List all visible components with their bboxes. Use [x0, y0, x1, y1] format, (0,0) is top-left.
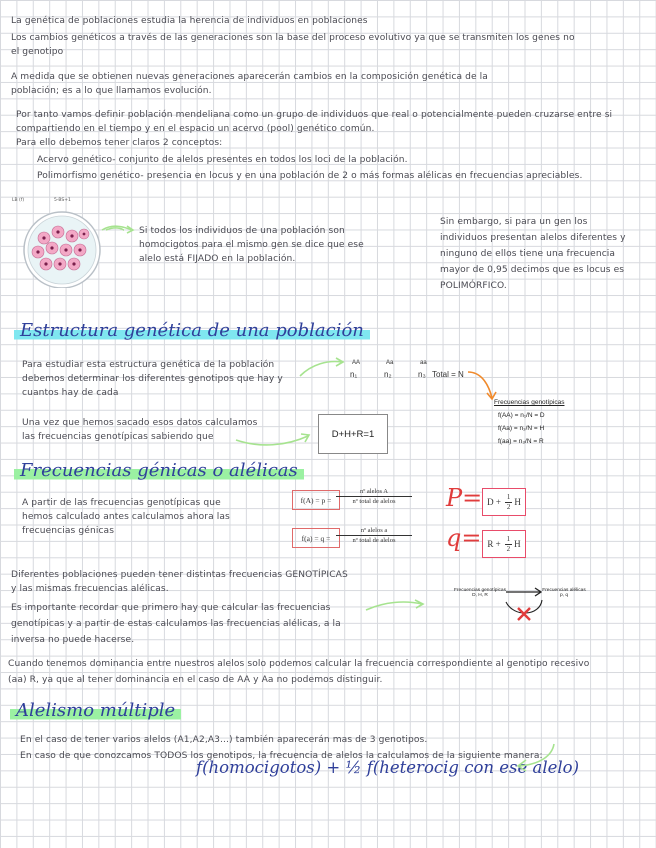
fA-numerator: nº alelos A [336, 488, 412, 497]
intro-paragraph-1 [11, 14, 368, 28]
allelic-line: Es importante recordar que primero hay que calcular las frecuencias [11, 603, 331, 613]
allelic-paragraph-2 [11, 568, 348, 596]
section-heading-multiple-allelism: Alelismo múltiple [10, 700, 181, 722]
poly-line: ninguno de ellos tiene una frecuencia [440, 249, 616, 259]
genotypic-frequencies-block [494, 399, 564, 445]
fa-numerator: nº alelos a [336, 527, 412, 536]
allelic-line: y las mismas frecuencias alélicas. [11, 584, 169, 594]
arrow-to-formula [512, 740, 558, 776]
multiple-line: En caso de que conozcamos TODOS los genotipos, la frecuencia de alelos la calculamos de la siguiente manera: [20, 751, 543, 761]
poly-line: POLIMÓRFICO. [440, 281, 507, 291]
intro-line: compartiendo en el tiempo y en el espacio un acervo (pool) genético común. [16, 124, 375, 134]
structure-line: Una vez que hemos sacado esos datos calculamos [22, 418, 258, 428]
allelic-line: A partir de las frecuencias genotípicas que [22, 498, 221, 508]
allelic-paragraph-3 [11, 600, 341, 648]
flow-genotypic [454, 588, 506, 598]
freq-line: f(Aa) = n₂/N = H [498, 425, 545, 432]
half-denominator: 2 [506, 502, 511, 511]
q-half-fraction [505, 535, 513, 554]
half-numerator: 1 [506, 534, 511, 543]
allelic-line: inversa no puede hacerse. [11, 635, 135, 645]
genotype-n1: n₁ [350, 370, 358, 379]
polymorphic-text [440, 214, 626, 294]
intro-line: Para ello debemos tener claros 2 conceptos: [16, 138, 223, 148]
poly-line: mayor de 0,95 decimos que es locus es [440, 265, 625, 275]
structure-line: Para estudiar esta estructura genética de la población [22, 360, 275, 370]
fa-denominator: nº total de alelos [352, 537, 396, 544]
p-formula-box [482, 488, 526, 516]
section-heading-allelic-frequencies: Frecuencias génicas o alélicas [14, 460, 304, 482]
fA-label-box: f(A) = p = [292, 490, 340, 510]
intro-line: Por tanto vamos definir población mendeliana como un grupo de individuos que real o potencialmente pueden cruzarse entre si [16, 110, 613, 120]
sum-equation-box: D+H+R=1 [318, 414, 388, 454]
concept-item: Acervo genético- conjunto de alelos presentes en todos los loci de la población. [37, 155, 408, 165]
half-numerator: 1 [506, 492, 511, 501]
allelic-line: frecuencias génicas [22, 526, 115, 536]
intro-paragraph-3 [11, 70, 488, 98]
arrow-to-flow-diagram [364, 598, 428, 618]
poly-line: Sin embargo, si para un gen los [440, 217, 588, 227]
fixed-line: Si todos los individuos de una población son [139, 226, 345, 236]
q-formula-text: R + [487, 539, 501, 549]
flow-right-values: p, q [559, 593, 568, 598]
intro-line: el genotipo [11, 47, 64, 57]
intro-paragraph-4 [16, 108, 612, 150]
arrow-to-genotypes [298, 356, 348, 382]
allelic-paragraph-4 [8, 656, 589, 688]
section-heading-structure: Estructura genética de una población [14, 320, 370, 342]
structure-line: cuantos hay de cada [22, 388, 119, 398]
genotype-aa2-label: Aa [386, 360, 394, 366]
genotype-aa3-label: aa [420, 360, 427, 366]
allelic-line: (aa) R, ya que al tener dominancia en el caso de AA y Aa no podemos distinguir. [8, 675, 383, 685]
genotype-n3: n₃ [418, 370, 426, 379]
p-letter: P= [446, 484, 483, 512]
p-half-fraction [505, 493, 513, 512]
allelic-line: genotípicas y a partir de estas calculamos las frecuencias alélicas, a la [11, 619, 341, 629]
genotype-n2: n₂ [384, 370, 392, 379]
concepts-list [37, 153, 582, 183]
intro-line: población; es a lo que llamamos evolución. [11, 86, 212, 96]
fa-label-box: f(a) = q = [292, 528, 340, 548]
illustration-label-right: 5-BS+1 [54, 198, 71, 203]
poly-line: individuos presentan alelos diferentes y [440, 233, 626, 243]
allelic-line: Cuando tenemos dominancia entre nuestros alelos solo podemos calcular la frecuencia correspondiente al genotipo recesivo [8, 659, 590, 669]
flow-allelic [540, 588, 588, 598]
genotype-total: Total = N [432, 370, 464, 379]
allelic-line: hemos calculado antes calculamos ahora las [22, 512, 230, 522]
fA-denominator: nº total de alelos [352, 498, 396, 505]
p-h-symbol: H [514, 497, 521, 507]
arrow-to-fixed-text [100, 222, 136, 236]
allelic-paragraph-1 [22, 496, 230, 538]
freq-line: f(aa) = n₃/N = R [498, 438, 544, 445]
concept-item: Polimorfismo genético- presencia en locus y en una población de 2 o más formas alélicas en frecuencias apreciables. [37, 171, 583, 181]
flow-right-title: Frecuencias alélicas [542, 588, 586, 593]
genotypic-frequencies-title: Frecuencias genotípicas [494, 399, 565, 406]
intro-line: A medida que se obtienen nuevas generaciones aparecerán cambios en la composición genética de la [11, 72, 488, 82]
fixed-allele-text [139, 224, 364, 266]
fixed-line: alelo está FIJADO en la población. [139, 254, 296, 264]
arrow-to-sum-box [234, 426, 314, 450]
q-formula-box [482, 530, 526, 558]
half-denominator: 2 [506, 544, 511, 553]
population-illustration [12, 204, 124, 288]
structure-line: las frecuencias genotípicas sabiendo que [22, 432, 214, 442]
allelic-line: Diferentes poblaciones pueden tener distintas frecuencias GENOTÍPICAS [11, 570, 348, 580]
fA-fraction [336, 488, 412, 505]
fa-fraction [336, 527, 412, 544]
multiple-allelism-formula: f(homocigotos) + ½ f(heterocig con ese alelo) [196, 758, 580, 777]
multiple-line: En el caso de tener varios alelos (A1,A2,A3...) también aparecerán mas de 3 genotipos. [20, 735, 428, 745]
q-letter: q= [446, 524, 482, 552]
freq-line: f(AA) = n₁/N = D [498, 412, 545, 419]
flow-left-title: Frecuencias genotípicas [454, 588, 506, 593]
intro-line: Los cambios genéticos a través de las generaciones son la base del proceso evolutivo ya que se transmiten los genes no [11, 33, 575, 43]
intro-line: La genética de poblaciones estudia la herencia de individuos en poblaciones [11, 16, 368, 26]
intro-paragraph-2 [11, 31, 575, 59]
structure-paragraph-1 [22, 358, 283, 400]
p-formula-text: D + [487, 497, 501, 507]
fixed-line: homocigotos para el mismo gen se dice que ese [139, 240, 364, 250]
q-h-symbol: H [514, 539, 521, 549]
structure-paragraph-2 [22, 416, 257, 444]
flow-left-values: D, H, R [472, 593, 488, 598]
structure-line: debemos determinar los diferentes genotipos que hay y [22, 374, 283, 384]
illustration-label-left: LB (f) [12, 198, 25, 203]
genotype-aa-label: AA [352, 360, 361, 366]
